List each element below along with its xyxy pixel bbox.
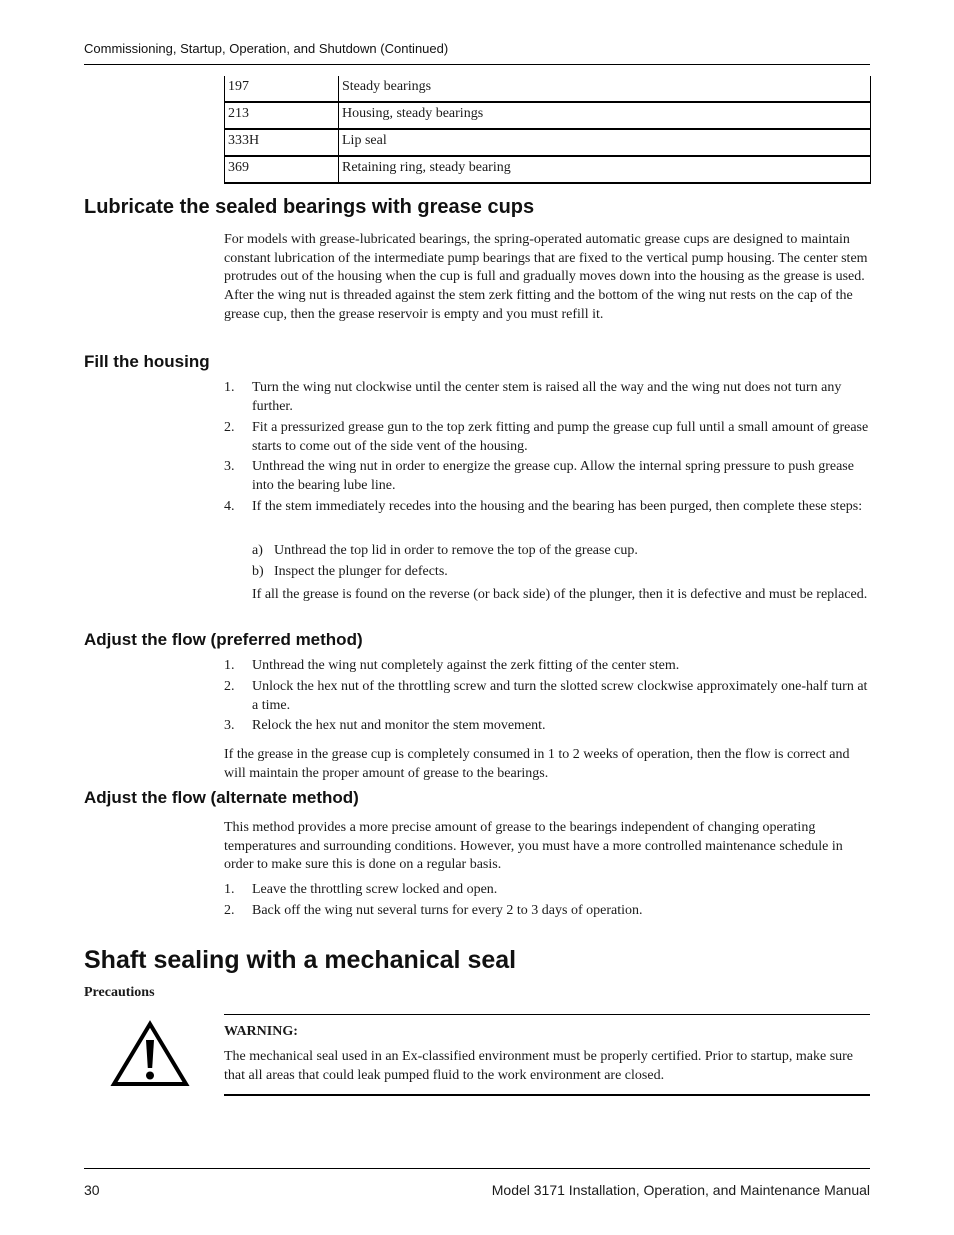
list-item	[224, 880, 870, 899]
part-description: Retaining ring, steady bearing	[339, 156, 871, 183]
list-item	[224, 418, 870, 456]
part-number: 197	[225, 76, 339, 102]
running-header: Commissioning, Startup, Operation, and Shutdown (Continued)	[84, 41, 449, 56]
substep-text: Inspect the plunger for defects.	[274, 564, 448, 579]
manual-title: Model 3171 Installation, Operation, and Maintenance Manual	[491, 1182, 870, 1198]
preferred-method-heading: Adjust the flow (preferred method)	[84, 630, 363, 649]
step-number: 1.	[224, 380, 235, 395]
part-number: 369	[225, 156, 339, 183]
part-description: Housing, steady bearings	[339, 102, 871, 129]
part-number: 333H	[225, 129, 339, 156]
list-item	[252, 541, 872, 560]
preferred-method-note: If the grease in the grease cup is completely consumed in 1 to 2 weeks of operation, then the flow is correct and will maintain the proper amount of grease to the bearings.	[224, 747, 850, 781]
list-item	[224, 901, 870, 920]
step-number: 1.	[224, 882, 235, 897]
part-number: 213	[225, 102, 339, 129]
fill-housing-substeps	[252, 541, 872, 583]
step-number: 3.	[224, 459, 235, 474]
warning-title: WARNING:	[224, 1024, 298, 1039]
list-item	[224, 497, 870, 516]
step-text: Turn the wing nut clockwise until the center stem is raised all the way and the wing nut does not turn any further.	[252, 380, 842, 414]
step-text: Fit a pressurized grease gun to the top zerk fitting and pump the grease cup full until a small amount of grease starts to come out of the side vent of the housing.	[252, 419, 869, 454]
part-description: Lip seal	[339, 129, 871, 156]
step-text: Unthread the wing nut completely against the zerk fitting of the center stem.	[252, 658, 680, 673]
step-text: Relock the hex nut and monitor the stem movement.	[252, 718, 546, 733]
part-description: Steady bearings	[339, 76, 871, 102]
list-item	[224, 378, 870, 416]
table-row	[225, 129, 871, 156]
step-text: If the stem immediately recedes into the housing and the bearing has been purged, then complete these steps:	[252, 498, 863, 514]
substep-label: b)	[252, 564, 264, 579]
warning-triangle-icon	[110, 1020, 190, 1088]
step-number: 3.	[224, 718, 235, 733]
step-number: 2.	[224, 419, 235, 435]
list-item	[224, 716, 870, 735]
precautions-label: Precautions	[84, 985, 155, 1000]
step-text: Leave the throttling screw locked and open.	[252, 882, 498, 897]
fill-housing-steps	[224, 378, 870, 517]
alternate-method-heading: Adjust the flow (alternate method)	[84, 788, 359, 807]
fill-housing-heading: Fill the housing	[84, 352, 210, 371]
warning-text: The mechanical seal used in an Ex-classified environment must be properly certified. Prior to startup, make sure that all areas that could leak pumped fluid to the work environment are closed.	[224, 1049, 854, 1083]
table-row	[225, 102, 871, 129]
lubricate-heading: Lubricate the sealed bearings with grease cups	[84, 196, 535, 218]
header-divider	[84, 64, 870, 65]
list-item	[224, 677, 870, 715]
table-row	[225, 156, 871, 183]
step-number: 2.	[224, 678, 235, 694]
page-number: 30	[84, 1182, 100, 1198]
step-text: Back off the wing nut several turns for every 2 to 3 days of operation.	[252, 902, 643, 918]
alternate-method-steps	[224, 880, 870, 921]
step-number: 1.	[224, 658, 235, 673]
list-item	[224, 656, 870, 675]
table-row	[225, 76, 871, 102]
fill-housing-note: If all the grease is found on the reverse (or back side) of the plunger, then it is defective and must be replaced.	[252, 587, 868, 602]
warning-top-rule	[224, 1014, 870, 1015]
lubricate-body: For models with grease-lubricated bearings, the spring-operated automatic grease cups are designed to maintain constant lubrication of the intermediate pump bearings that are fixed to the vertical pump housing. The center stem protrudes out of the housing when the cup is full and gradually moves down into the housing as the grease is used. After the wing nut is threaded against the stem zerk fitting and the bottom of the wing nut rests on the cap of the grease cup, then the grease reservoir is empty and you must refill it.	[224, 232, 868, 322]
footer-divider	[84, 1168, 870, 1169]
preferred-method-steps	[224, 656, 870, 737]
substep-text: Unthread the top lid in order to remove the top of the grease cup.	[274, 543, 638, 558]
list-item	[224, 457, 870, 495]
step-number: 4.	[224, 498, 235, 514]
step-text: Unthread the wing nut in order to energize the grease cup. Allow the internal spring pressure to push grease into the bearing lube line.	[252, 459, 854, 493]
alternate-method-body: This method provides a more precise amount of grease to the bearings independent of changing operating temperatures and surrounding conditions. However, you must have a more controlled maintenance schedule in order to make sure this is done on a regular basis.	[224, 820, 843, 873]
warning-bottom-rule	[224, 1094, 870, 1096]
step-number: 2.	[224, 902, 235, 918]
list-item	[252, 562, 872, 581]
step-text: Unlock the hex nut of the throttling screw and turn the slotted screw clockwise approximately one-half turn at a time.	[252, 678, 868, 713]
shaft-sealing-heading: Shaft sealing with a mechanical seal	[84, 946, 517, 974]
substep-label: a)	[252, 543, 263, 558]
parts-table	[224, 76, 871, 184]
